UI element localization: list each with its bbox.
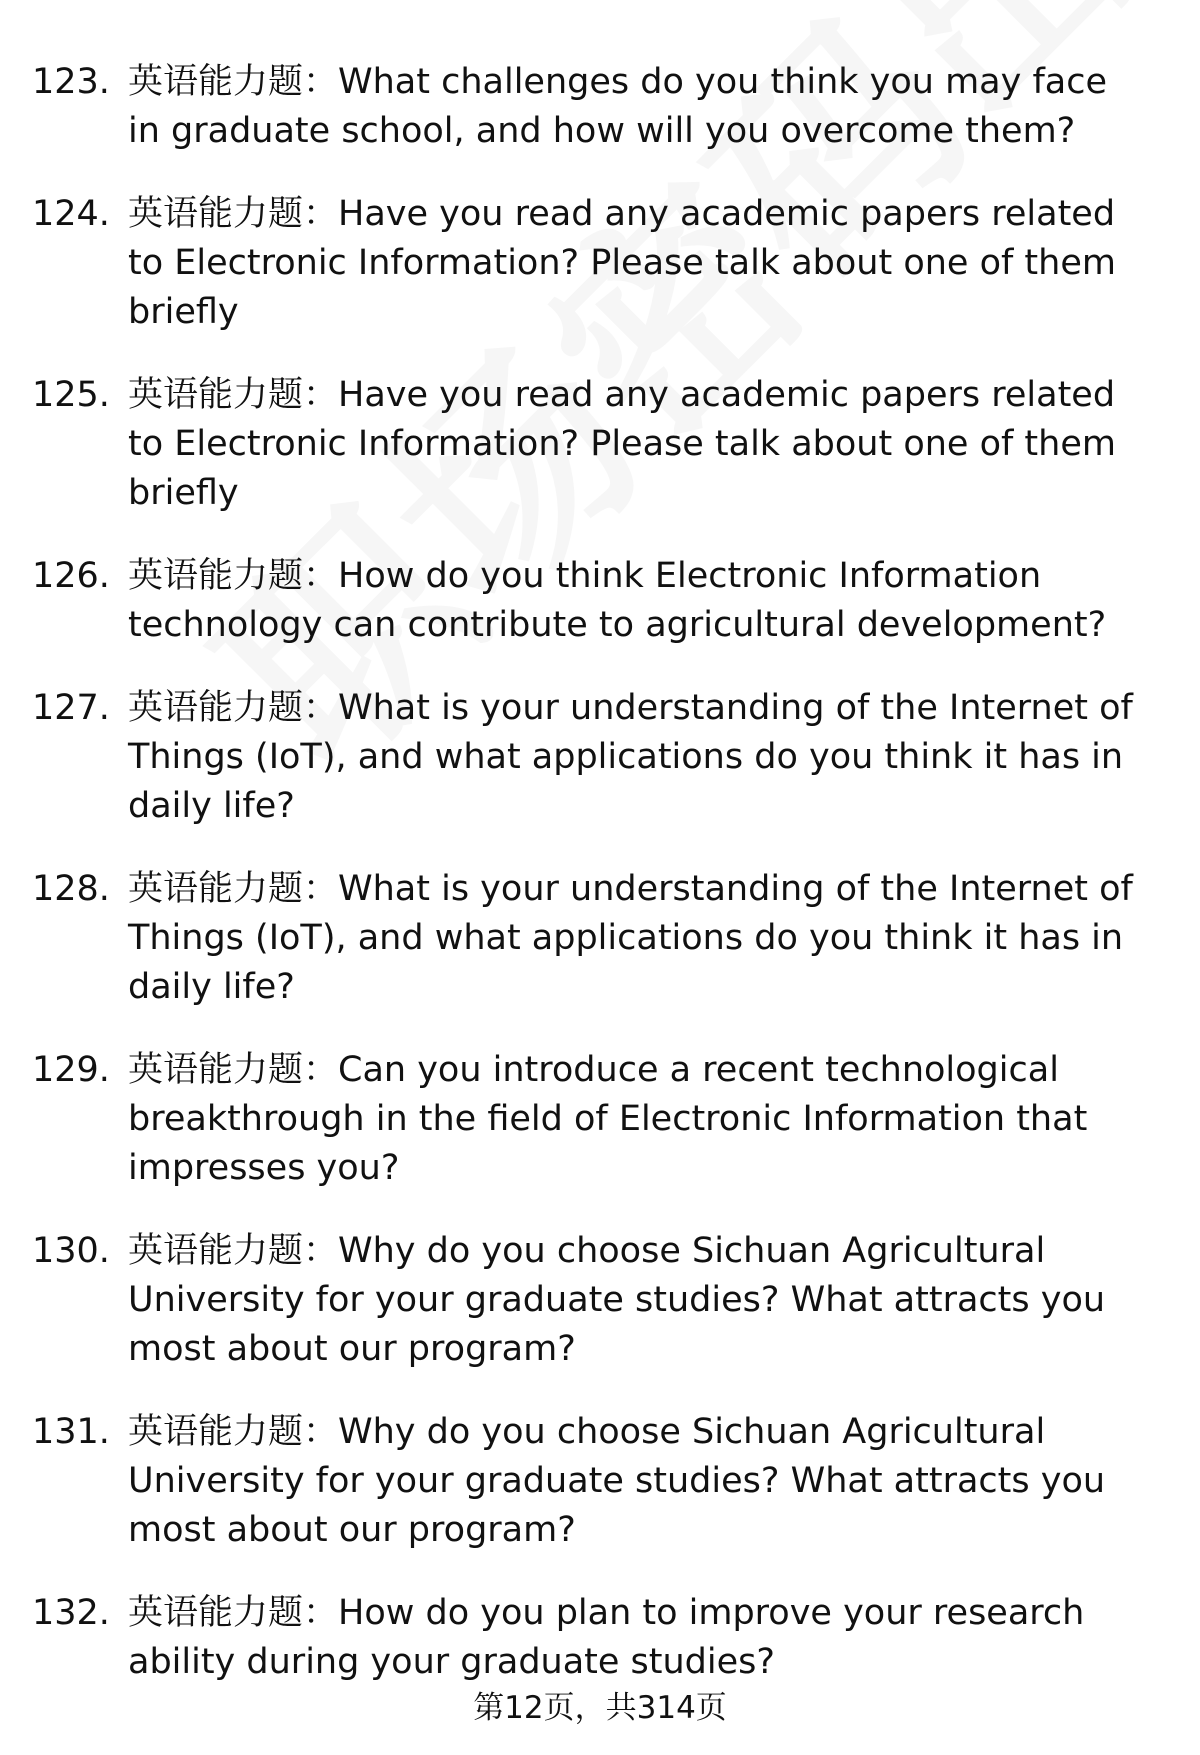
list-item	[0, 190, 1200, 337]
question-category: 英语能力题：	[128, 1412, 339, 1452]
question-body	[128, 552, 1148, 650]
question-number: 123.	[32, 62, 110, 102]
question-number: 129.	[32, 1050, 110, 1090]
question-number: 131.	[32, 1412, 110, 1452]
question-text: How do you think Electronic Information technology can contribute to agricultural development?	[128, 556, 1107, 645]
question-category: 英语能力题：	[128, 1593, 339, 1633]
question-text: Why do you choose Sichuan Agricultural University for your graduate studies? What attracts you most about our program?	[128, 1231, 1106, 1369]
question-text: Why do you choose Sichuan Agricultural University for your graduate studies? What attracts you most about our program?	[128, 1412, 1106, 1550]
list-item	[0, 1227, 1200, 1374]
list-item	[0, 865, 1200, 1012]
question-number: 127.	[32, 688, 110, 728]
question-body	[128, 1589, 1148, 1687]
list-item	[0, 1046, 1200, 1193]
list-item	[0, 58, 1200, 156]
list-item	[0, 1589, 1200, 1687]
question-number: 132.	[32, 1593, 110, 1633]
list-item	[0, 552, 1200, 650]
question-body	[128, 371, 1148, 518]
question-text: What is your understanding of the Internet of Things (IoT), and what applications do you think it has in daily life?	[128, 869, 1133, 1007]
question-category: 英语能力题：	[128, 194, 339, 234]
question-body	[128, 1046, 1148, 1193]
question-text: What challenges do you think you may face in graduate school, and how will you overcome them?	[128, 62, 1108, 151]
question-category: 英语能力题：	[128, 62, 339, 102]
page-indicator: 第12页，共314页	[473, 1690, 727, 1726]
question-category: 英语能力题：	[128, 1231, 339, 1271]
question-body	[128, 1227, 1148, 1374]
question-number: 128.	[32, 869, 110, 909]
question-body	[128, 58, 1148, 156]
question-number: 126.	[32, 556, 110, 596]
question-body	[128, 684, 1148, 831]
question-category: 英语能力题：	[128, 1050, 339, 1090]
question-text: How do you plan to improve your research ability during your graduate studies?	[128, 1593, 1085, 1682]
question-number: 124.	[32, 194, 110, 234]
question-category: 英语能力题：	[128, 375, 339, 415]
question-body	[128, 1408, 1148, 1555]
question-number: 130.	[32, 1231, 110, 1271]
question-text: What is your understanding of the Internet of Things (IoT), and what applications do you think it has in daily life?	[128, 688, 1133, 826]
question-text: Have you read any academic papers related to Electronic Information? Please talk about one of them briefly	[128, 194, 1116, 332]
question-category: 英语能力题：	[128, 869, 339, 909]
question-list	[0, 58, 1200, 1721]
question-category: 英语能力题：	[128, 556, 339, 596]
question-text: Have you read any academic papers related to Electronic Information? Please talk about one of them briefly	[128, 375, 1116, 513]
question-text: Can you introduce a recent technological breakthrough in the field of Electronic Information that impresses you?	[128, 1050, 1088, 1188]
list-item	[0, 1408, 1200, 1555]
question-number: 125.	[32, 375, 110, 415]
question-body	[128, 190, 1148, 337]
question-body	[128, 865, 1148, 1012]
list-item	[0, 684, 1200, 831]
question-category: 英语能力题：	[128, 688, 339, 728]
list-item	[0, 371, 1200, 518]
